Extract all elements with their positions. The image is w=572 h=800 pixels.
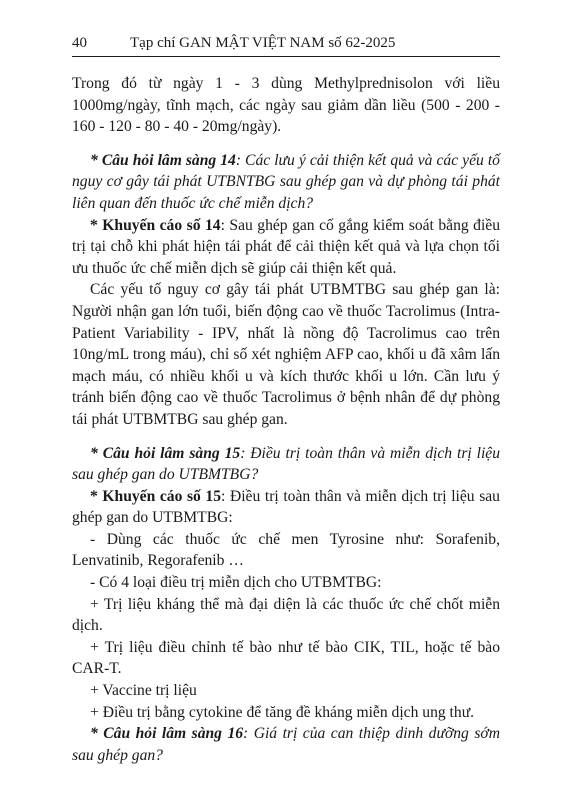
clinical-question-16-label: * Câu hỏi lâm sàng 16 [90, 725, 244, 743]
list-item-cell-therapy: + Trị liệu điều chỉnh tế bào như tế bào CIK, TIL, hoặc tế bào CAR-T. [72, 638, 500, 678]
page-number: 40 [72, 35, 87, 51]
clinical-question-16-text: : Giá trị của can thiệp dinh dưỡng sớm sau ghép gan? [72, 725, 500, 764]
clinical-question-14-text: : Các lưu ý cải thiện kết quả và các yếu tố nguy cơ gây tái phát UTBNTBG sau ghép gan và dự phòng tái phát liên quan đến thuốc ức chế miễn dịch? [72, 151, 500, 212]
recommendation-14 [72, 215, 500, 280]
clinical-question-15-label: * Câu hỏi lâm sàng 15 [90, 444, 241, 462]
clinical-question-14-label: * Câu hỏi lâm sàng 14 [90, 151, 236, 169]
clinical-question-14 [72, 150, 500, 215]
list-item-antibody-therapy: + Trị liệu kháng thể mà đại diện là các thuốc ức chế chốt miễn dịch. [72, 595, 500, 635]
list-item-tyrosine: - Dùng các thuốc ức chế men Tyrosine như: Sorafenib, Lenvatinib, Regorafenib … [72, 530, 500, 570]
journal-title: Tạp chí GAN MẬT VIỆT NAM số 62-2025 [130, 35, 396, 51]
article-body [72, 73, 500, 766]
recommendation-14-text: : Sau ghép gan cố gắng kiểm soát bằng điều trị tại chỗ khi phát hiện tái phát để cải thiện kết quả và lựa chọn tối ưu thuốc ức chế miễn dịch sẽ giúp cải thiện kết quả. [72, 216, 501, 277]
recommendation-15-text: : Điều trị toàn thân và miễn dịch trị liệu sau ghép gan do UTBMTBG: [72, 487, 500, 527]
recommendation-15 [72, 486, 500, 529]
clinical-question-15-text: : Điều trị toàn thân và miễn dịch trị liệu sau ghép gan do UTBMTBG? [72, 444, 501, 484]
clinical-question-15 [72, 443, 500, 486]
recommendation-14-label: * Khuyến cáo số 14 [90, 216, 221, 234]
paragraph-methylprednisolon: Trong đó từ ngày 1 - 3 dùng Methylprednisolon với liều 1000mg/ngày, tĩnh mạch, các ngày sau giảm dần liều (500 - 200 - 160 - 120 - 80 - 40 - 20mg/ngày). [72, 75, 500, 136]
list-item-cytokine: + Điều trị bằng cytokine để tăng đề kháng miễn dịch ung thư. [90, 703, 475, 721]
paragraph-risk-factors: Các yếu tố nguy cơ gây tái phát UTBMTBG sau ghép gan là: Người nhận gan lớn tuổi, biến động cao về thuốc Tacrolimus (Intra-Patient Variability - IPV, nhất là nồng độ Tacrolimus cao trên 10ng/mL trong máu), chỉ số xét nghiệm AFP cao, khối u đã xâm lấn mạch máu, có nhiều khối u và kích thước khối u lớn. Cần lưu ý tránh biến động cao về thuốc Tacrolimus ở bệnh nhân để dự phòng tái phát UTBMTBG sau ghép gan. [72, 281, 500, 428]
clinical-question-16 [72, 723, 500, 766]
list-item-immunotherapy-types: - Có 4 loại điều trị miễn dịch cho UTBMTBG: [90, 574, 382, 592]
header-divider [72, 56, 500, 57]
list-item-vaccine: + Vaccine trị liệu [90, 682, 197, 700]
recommendation-15-label: * Khuyến cáo số 15 [90, 487, 222, 505]
